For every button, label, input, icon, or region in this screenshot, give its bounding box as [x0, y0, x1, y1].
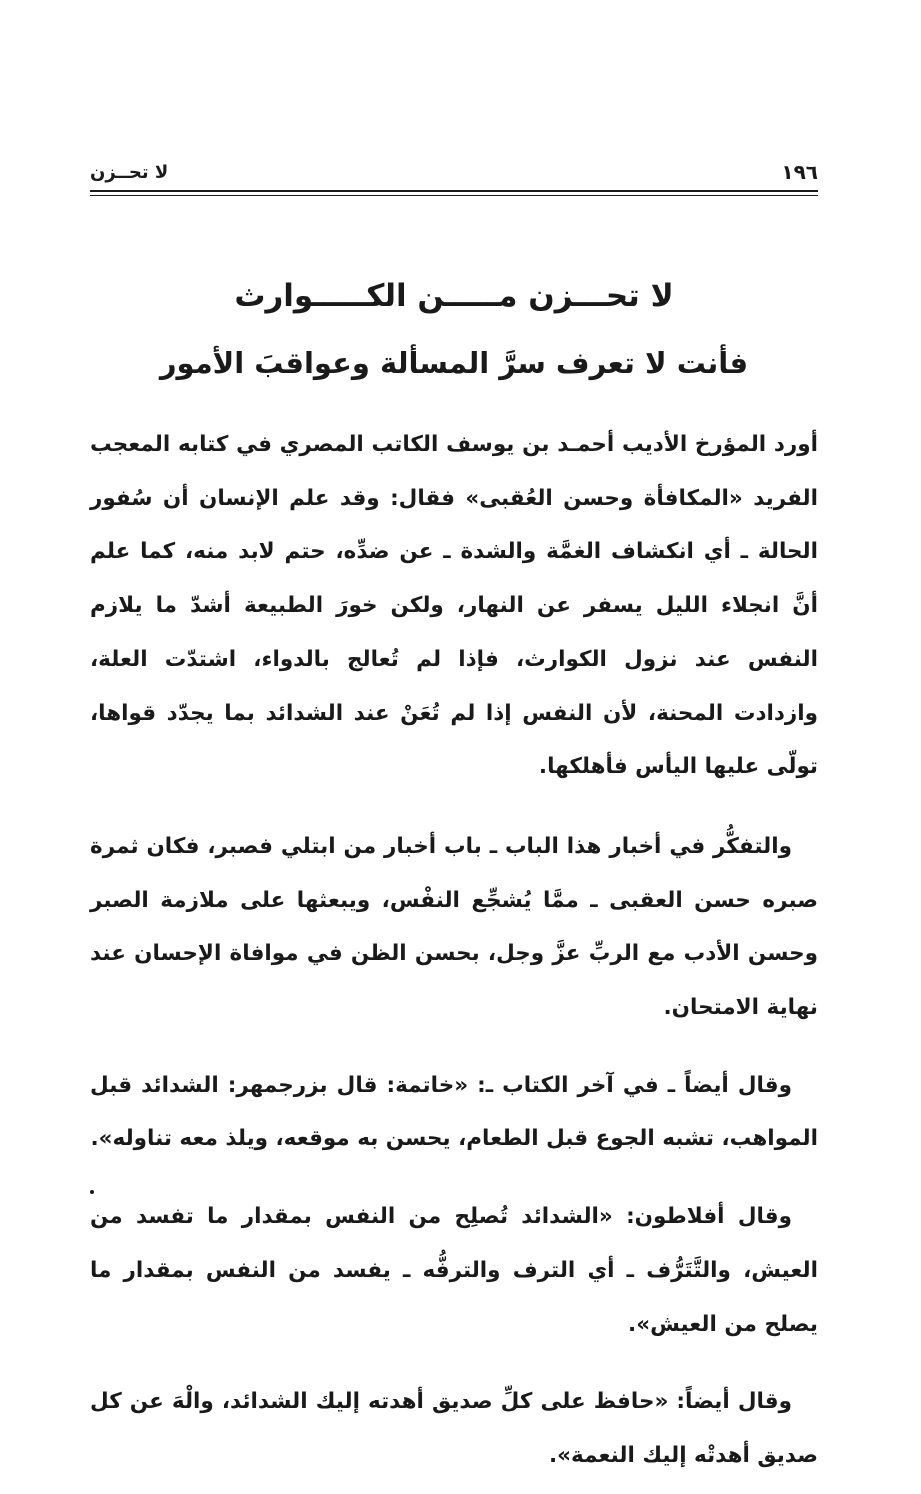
page-header [90, 158, 818, 186]
print-speck [90, 1190, 94, 1194]
paragraph: والتفكُّر في أخبار هذا الباب ـ باب أخبار من ابتلي فصبر، فكان ثمرة صبره حسن العقبى ـ ممَّا يُشجِّع النفْس، ويبعثها على ملازمة الصبر وحسن الأدب مع الربِّ عزَّ وجل، بحسن الظن في موافاة الإحسان عند نهاية الامتحان. [90, 833, 818, 1021]
chapter-subtitle: فأنت لا تعرف سرَّ المسألة وعواقبَ الأمور [159, 346, 749, 380]
paragraph: وقال أفلاطون: «الشدائد تُصلِح من النفس بمقدار ما تفسد من العيش، والتَّتَرُّف ـ أي الترف والترفُّه ـ يفسد من النفس بمقدار ما يصلح من العيش». [90, 1204, 818, 1337]
paragraph: وقال أيضاً: «حافظ على كلِّ صديق أهدته إليك الشدائد، والْهَ عن كل صديق أهدتْه إليك النعمة». [90, 1389, 818, 1468]
running-title: لا تحــزن [90, 161, 169, 183]
header-rule [90, 190, 818, 196]
body-text [90, 418, 818, 1483]
page-number: ١٩٦ [781, 160, 818, 184]
chapter-title: لا تحـــزن مـــــن الكـــــوارث [234, 278, 674, 314]
paragraph: وقال أيضاً ـ في آخر الكتاب ـ: «خاتمة: قال بزرجمهر: الشدائد قبل المواهب، تشبه الجوع قبل الطعام، يحسن به موقعه، ويلذ معه تناوله». [90, 1072, 818, 1152]
paragraph: أورد المؤرخ الأديب أحمـد بن يوسف الكاتب المصري في كتابه المعجب الفريد «المكافأة وحسن العُقبى» فقال: وقد علم الإنسان أن سُفور الحالة ـ أي انكشاف الغمَّة والشدة ـ عن ضدِّه، حتم لابد منه، كما علم أنَّ انجلاء الليل يسفر عن النهار، ولكن خورَ الطبيعة أشدّ ما يلازم النفس عند نزول الكوارث، فإذا لم تُعالج بالدواء، اشتدّت العلة، وازدادت المحنة، لأن النفس إذا لم تُعَنْ عند الشدائد بما يجدّد قواها، تولّى عليها اليأس فأهلكها. [90, 432, 818, 780]
